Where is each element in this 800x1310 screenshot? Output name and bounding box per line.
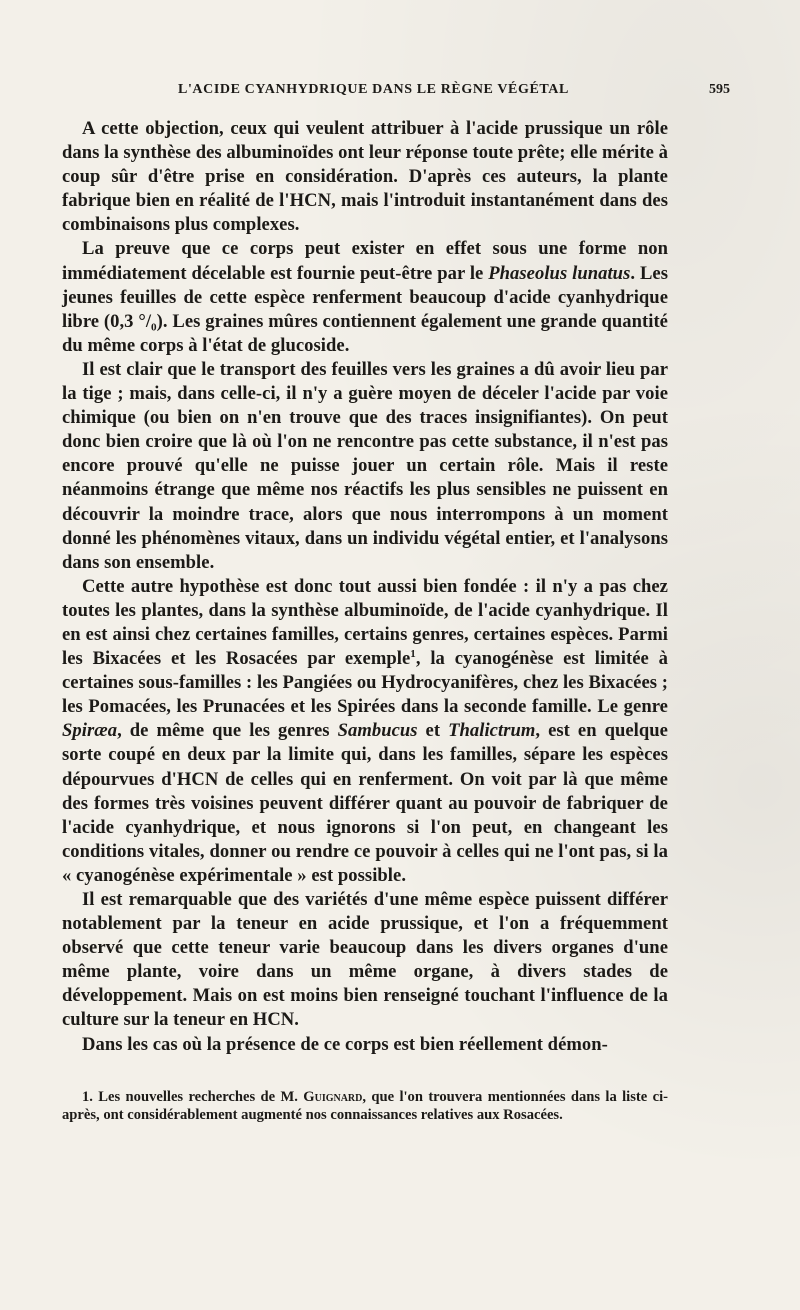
paragraph-2: [62, 237, 668, 357]
paragraph-2-text-b: . Les jeunes feuilles de cette espèce renferment beaucoup d'acide cyanhydrique libre (0,3 °/₀). Les graines mûres contiennent également une grande quantité du même corps à l'état de glucoside.: [62, 262, 668, 356]
footnote-number: 1.: [82, 1089, 93, 1105]
paragraph-1-text: A cette objection, ceux qui veulent attribuer à l'acide prussique un rôle dans la synthèse des albuminoïdes ont leur réponse toute prête; elle mérite à coup sûr d'être prise en considération. D'après ces auteurs, la plante fabrique bien en réalité de l'HCN, mais l'introduit instantanément dans des combinaisons plus complexes.: [62, 118, 668, 236]
paragraph-3: [62, 358, 668, 575]
footnote-text-b: , que l'on trouvera mentionnées dans la liste ci-après, ont considérablement augmenté nos connaissances relatives aux Rosacées.: [62, 1089, 668, 1124]
paragraph-4-text-e: , est en quelque sorte coupé en deux par la limite qui, dans les familles, sépare les espèces dépourvues d'HCN de celles qui en renferment. On voit par là que même des formes très voisines peuvent différer quant au pouvoir de fabriquer de l'acide cyanhydrique, et nous ignorons si l'on peut, en changeant les conditions vitales, donner ou rendre ce pouvoir à celles qui ne l'ont pas, si la « cyanogénèse expérimentale » est possible.: [62, 720, 668, 886]
page-header: [60, 82, 740, 104]
genus-name-sambucus: Sambucus: [337, 720, 418, 742]
paragraph-5-text: Il est remarquable que des variétés d'une même espèce puissent différer notablement par la teneur en acide prussique, et l'on a fréquemment observé que cette teneur varie beaucoup dans les divers organes d'une même plante, voire dans un même organe, à divers stades de développement. Mais on est moins bien renseigné touchant l'influence de la culture sur la teneur en HCN.: [62, 889, 668, 1031]
paragraph-3-text: Il est clair que le transport des feuilles vers les graines a dû avoir lieu par la tige ; mais, dans celle-ci, il n'y a guère moyen de déceler l'acide par voie chimique (ou bien on n'en trouve que des traces insignifiantes). On peut donc bien croire que là où l'on ne rencontre pas cette substance, il n'est pas encore prouvé qu'elle ne puisse jouer un certain rôle. Mais il reste néanmoins étrange que même nos réactifs les plus sensibles ne puissent en découvrir la moindre trace, alors que nous interrompons à un moment donné les phénomènes vitaux, dans un individu végétal entier, et l'analysons dans son ensemble.: [62, 358, 668, 573]
species-name-phaseolus: Phaseolus lunatus: [488, 262, 631, 284]
footnote: [62, 1088, 668, 1125]
paragraph-4-text-b: , la cyanogénèse est limitée à certaines sous-familles : les Pangiées ou Hydrocyanifères, chez les Bixacées ; les Pomacées, les Prunacées et les Spirées dans la seconde famille. Le genre: [62, 648, 668, 718]
footnote-paragraph: [62, 1088, 668, 1125]
genus-name-spiraea: Spiræa: [62, 720, 118, 742]
paragraph-4: [62, 575, 668, 888]
paragraph-4-text-a: Cette autre hypothèse est donc tout aussi bien fondée : il n'y a pas chez toutes les plantes, dans la synthèse albuminoïde, de l'acide cyanhydrique. Il en est ainsi chez certaines familles, certains genres, certaines espèces. Parmi les Bixacées et les Rosacées par exemple: [62, 575, 668, 670]
paragraph-6-text: Dans les cas où la présence de ce corps est bien réellement démon-: [82, 1033, 608, 1055]
running-title: L'ACIDE CYANHYDRIQUE DANS LE RÈGNE VÉGÉTAL: [178, 82, 569, 97]
paragraph-4-text-d: et: [417, 720, 449, 742]
footnote-text-a: Les nouvelles recherches de M.: [92, 1089, 304, 1105]
paragraph-2-text-a: La preuve que ce corps peut exister en effet sous une forme non immédiatement décelable est fournie peut-être par le: [62, 238, 668, 284]
paragraph-5: [62, 888, 668, 1033]
page-number: 595: [709, 82, 730, 97]
footnote-reference: 1: [410, 647, 416, 660]
paragraph-1: [62, 117, 668, 237]
paragraph-4-text-c: , de même que les genres: [117, 720, 338, 742]
body-text: [62, 117, 668, 1057]
footnote-author-name: Guignard: [303, 1089, 363, 1105]
genus-name-thalictrum: Thalictrum: [448, 720, 536, 742]
paragraph-6: [62, 1033, 668, 1057]
